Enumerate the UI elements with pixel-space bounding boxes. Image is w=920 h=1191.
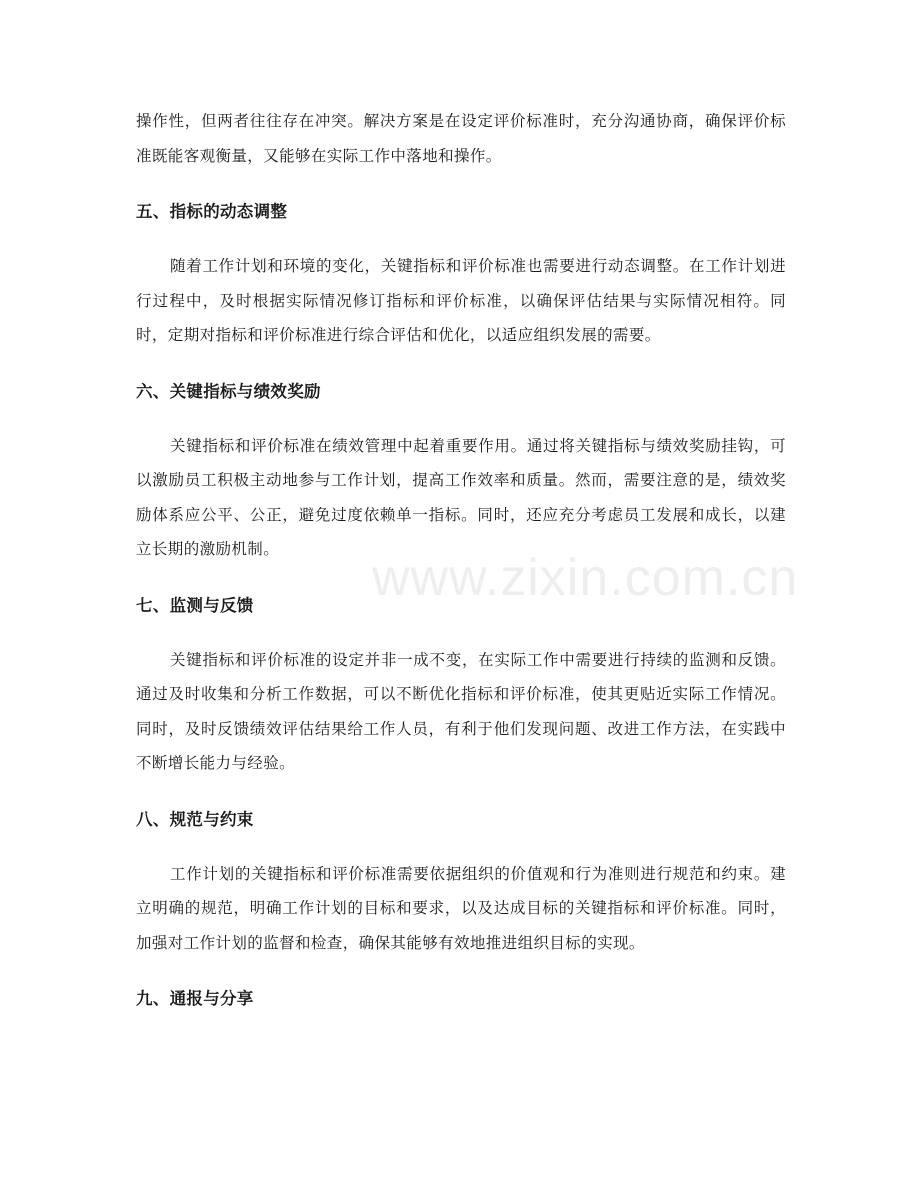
spacer bbox=[136, 173, 786, 195]
spacer bbox=[136, 781, 786, 803]
spacer bbox=[136, 229, 786, 249]
section-body-7: 关键指标和评价标准的设定并非一成不变，在实际工作中需要进行持续的监测和反馈。通过及时收集和分析工作数据，可以不断优化指标和评价标准，使其更贴近实际工作情况。同时，及时反馈绩效评估结果给工作人员，有利于他们发现问题、改进工作方法，在实践中不断增长能力与经验。 bbox=[136, 650, 786, 772]
section-body-8: 工作计划的关键指标和评价标准需要依据组织的价值观和行为准则进行规范和约束。建立明确的规范，明确工作计划的目标和要求，以及达成目标的关键指标和评价标准。同时，加强对工作计划的监督和检查，确保其能够有效地推进组织目标的实现。 bbox=[136, 864, 786, 952]
section-heading-6: 六、关键指标与绩效奖励 bbox=[136, 381, 321, 401]
section-heading-8: 八、规范与约束 bbox=[136, 809, 254, 829]
spacer bbox=[136, 409, 786, 429]
spacer bbox=[136, 837, 786, 857]
intro-paragraph: 操作性，但两者往往存在冲突。解决方案是在设定评价标准时，充分沟通协商，确保评价标准既能客观衡量，又能够在实际工作中落地和操作。 bbox=[136, 112, 786, 165]
section-heading-9: 九、通报与分享 bbox=[136, 989, 254, 1008]
section-heading-7: 七、监测与反馈 bbox=[136, 595, 254, 615]
watermark: www.zixin.com.cn bbox=[372, 549, 799, 607]
spacer bbox=[136, 960, 786, 982]
spacer bbox=[136, 623, 786, 643]
section-heading-5: 五、指标的动态调整 bbox=[136, 202, 288, 221]
spacer bbox=[136, 353, 786, 375]
section-body-6: 关键指标和评价标准在绩效管理中起着重要作用。通过将关键指标与绩效奖励挂钩，可以激励员工积极主动地参与工作计划，提高工作效率和质量。然而，需要注意的是，绩效奖励体系应公平、公正，避免过度依赖单一指标。同时，还应充分考虑员工发展和成长，以建立长期的激励机制。 bbox=[136, 436, 786, 558]
section-body-5: 随着工作计划和环境的变化，关键指标和评价标准也需要进行动态调整。在工作计划进行过程中，及时根据实际情况修订指标和评价标准，以确保评估结果与实际情况相符。同时，定期对指标和评价标准进行综合评估和优化，以适应组织发展的需要。 bbox=[136, 257, 786, 344]
